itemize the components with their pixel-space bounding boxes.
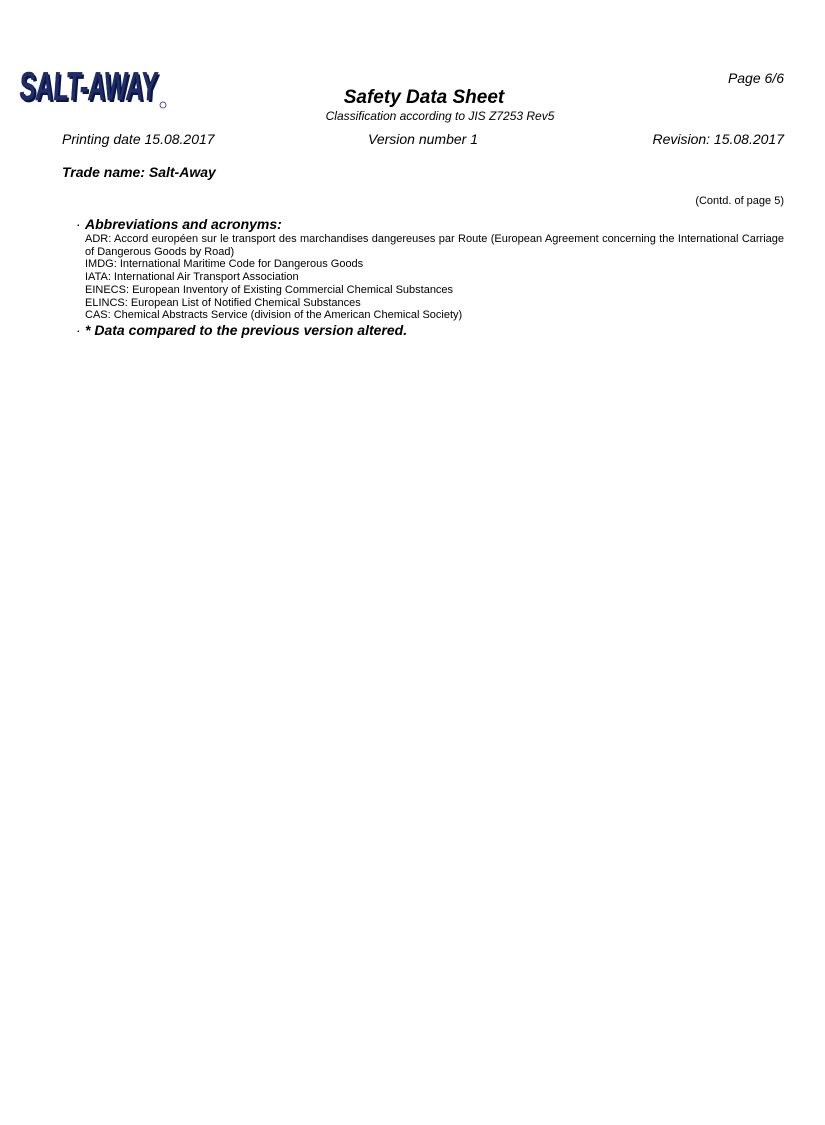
list-item: CAS: Chemical Abstracts Service (division of the American Chemical Society) <box>85 309 463 322</box>
document-subtitle: Classification according to JIS Z7253 Rev5 <box>325 109 555 123</box>
page-number: Page 6/6 <box>727 70 784 86</box>
footnote-text: * Data compared to the previous version altered. <box>85 321 408 338</box>
logo-shadow-text: SALT-AWAY <box>20 67 168 111</box>
list-item: ADR: Accord européen sur le transport des marchandises dangereuses par Route (European Agreement concerning the International Carriage of Dangerous Goods by Road) <box>85 233 784 258</box>
printing-date: Printing date 15.08.2017 <box>62 131 215 147</box>
list-item: EINECS: European Inventory of Existing Commercial Chemical Substances <box>85 283 454 296</box>
abbreviations-section <box>76 216 784 339</box>
list-item: ELINCS: European List of Notified Chemical Substances <box>85 296 361 309</box>
bullet: · <box>76 321 81 338</box>
section-heading-text: Abbreviations and acronyms: <box>85 216 282 232</box>
abbreviation-list <box>85 233 784 322</box>
footnote <box>76 322 784 339</box>
trade-name: Trade name: Salt-Away <box>62 164 216 180</box>
version-number: Version number 1 <box>368 131 478 147</box>
document-title: Safety Data Sheet <box>343 87 505 108</box>
section-heading <box>76 216 784 233</box>
bullet: · <box>76 216 81 232</box>
revision-date: Revision: 15.08.2017 <box>652 131 784 147</box>
continued-note: (Contd. of page 5) <box>695 195 784 207</box>
list-item: IATA: International Air Transport Association <box>85 271 299 284</box>
list-item: IMDG: International Maritime Code for Dangerous Goods <box>85 258 364 271</box>
logo-text: SALT-AWAY <box>18 65 168 109</box>
